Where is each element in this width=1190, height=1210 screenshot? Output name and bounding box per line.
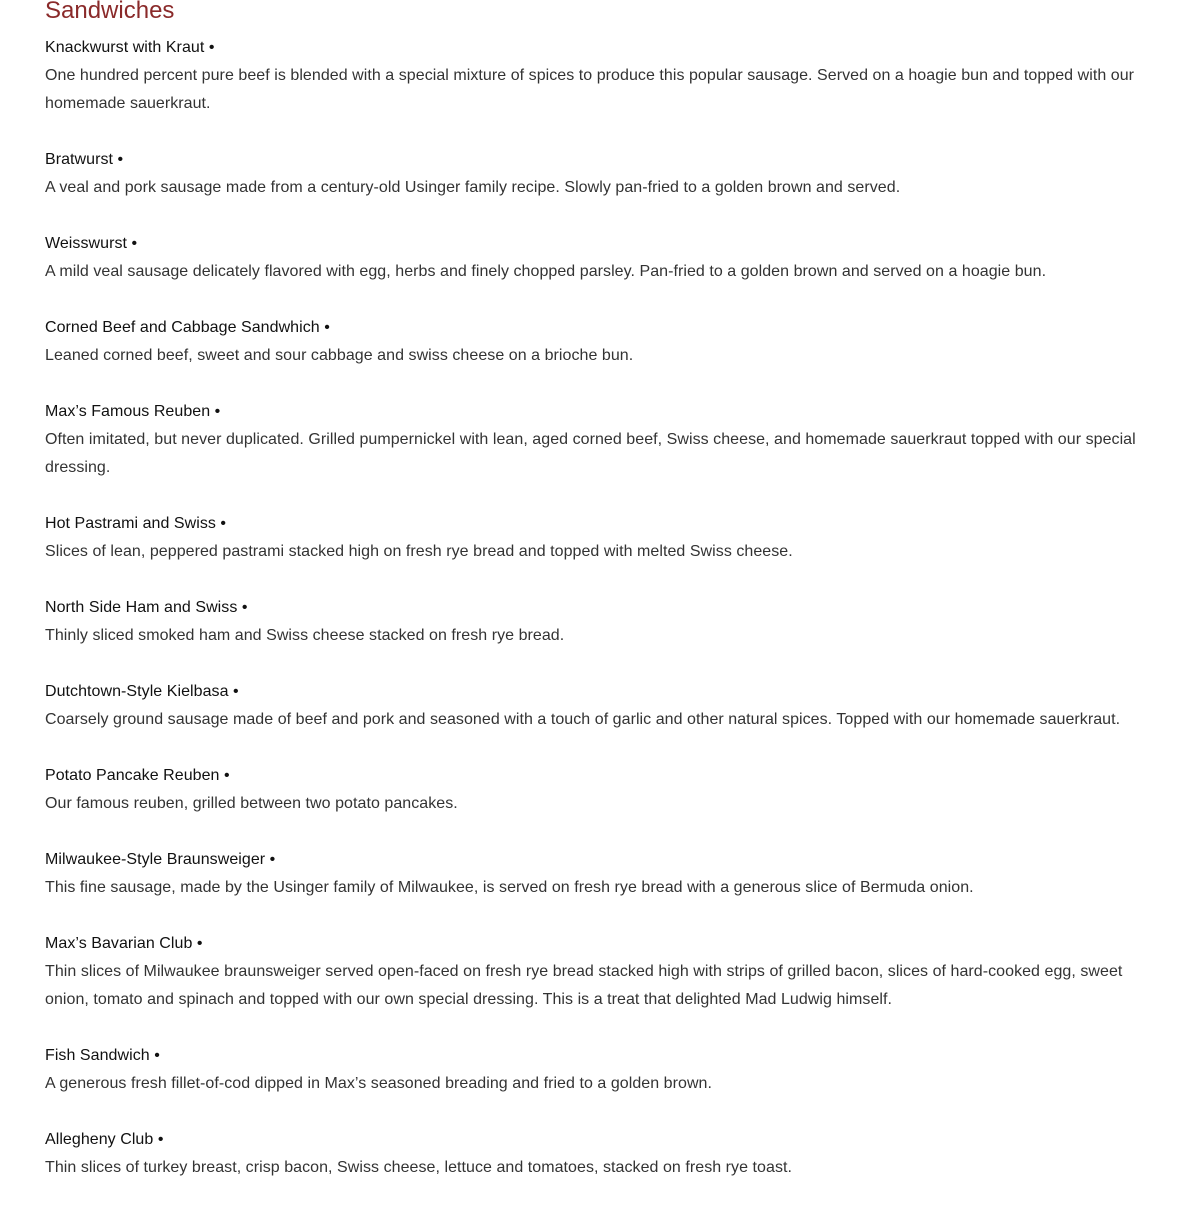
item-description: Our famous reuben, grilled between two potato pancakes.: [45, 795, 458, 812]
item-name: Knackwurst with Kraut •: [45, 39, 215, 56]
item-description: Often imitated, but never duplicated. Grilled pumpernickel with lean, aged corned beef, Swiss cheese, and homemade sauerkraut topped with our special dressing.: [45, 431, 1136, 476]
menu-page: [45, 0, 1155, 1210]
item-name: Fish Sandwich •: [45, 1047, 160, 1064]
item-description: Leaned corned beef, sweet and sour cabbage and swiss cheese on a brioche bun.: [45, 347, 634, 364]
item-name: Bratwurst •: [45, 151, 124, 168]
item-description: A mild veal sausage delicately flavored with egg, herbs and finely chopped parsley. Pan-fried to a golden brown and served on a hoagie bun.: [45, 263, 1047, 280]
section-title: Sandwiches: [45, 0, 175, 24]
item-description: Thinly sliced smoked ham and Swiss cheese stacked on fresh rye bread.: [45, 627, 565, 644]
menu-item-bavarian-club: [45, 930, 1155, 1014]
menu-item-knackwurst: [45, 34, 1155, 118]
menu-item-reuben: [45, 398, 1155, 482]
menu-item-corned-beef-cabbage: [45, 314, 1155, 370]
item-name: Weisswurst •: [45, 235, 138, 252]
item-description: Slices of lean, peppered pastrami stacked high on fresh rye bread and topped with melted Swiss cheese.: [45, 543, 793, 560]
item-description: Thin slices of turkey breast, crisp bacon, Swiss cheese, lettuce and tomatoes, stacked on fresh rye toast.: [45, 1159, 792, 1176]
item-description: A generous fresh fillet-of-cod dipped in Max’s seasoned breading and fried to a golden brown.: [45, 1075, 713, 1092]
item-name: Corned Beef and Cabbage Sandwhich •: [45, 319, 330, 336]
menu-item-fish-sandwich: [45, 1042, 1155, 1098]
item-name: Max’s Famous Reuben •: [45, 403, 221, 420]
menu-item-potato-pancake-reuben: [45, 762, 1155, 818]
menu-list: [45, 34, 1155, 1182]
item-description: A veal and pork sausage made from a century-old Usinger family recipe. Slowly pan-fried to a golden brown and served.: [45, 179, 901, 196]
item-name: Dutchtown-Style Kielbasa •: [45, 683, 239, 700]
item-name: Allegheny Club •: [45, 1131, 164, 1148]
item-name: Max’s Bavarian Club •: [45, 935, 203, 952]
item-description: Coarsely ground sausage made of beef and pork and seasoned with a touch of garlic and other natural spices. Topped with our homemade sauerkraut.: [45, 711, 1121, 728]
menu-item-braunsweiger: [45, 846, 1155, 902]
menu-item-ham-swiss: [45, 594, 1155, 650]
item-description: One hundred percent pure beef is blended with a special mixture of spices to produce this popular sausage. Served on a hoagie bun and topped with our homemade sauerkraut.: [45, 67, 1135, 112]
menu-item-allegheny-club: [45, 1126, 1155, 1182]
menu-item-weisswurst: [45, 230, 1155, 286]
item-name: North Side Ham and Swiss •: [45, 599, 248, 616]
item-name: Hot Pastrami and Swiss •: [45, 515, 227, 532]
item-description: This fine sausage, made by the Usinger family of Milwaukee, is served on fresh rye bread with a generous slice of Bermuda onion.: [45, 879, 974, 896]
item-description: Thin slices of Milwaukee braunsweiger served open-faced on fresh rye bread stacked high with strips of grilled bacon, slices of hard-cooked egg, sweet onion, tomato and spinach and topped with our own special dressing. This is a treat that delighted Mad Ludwig himself.: [45, 963, 1123, 1008]
item-name: Potato Pancake Reuben •: [45, 767, 230, 784]
menu-item-bratwurst: [45, 146, 1155, 202]
item-name: Milwaukee-Style Braunsweiger •: [45, 851, 276, 868]
menu-item-hot-pastrami: [45, 510, 1155, 566]
menu-item-kielbasa: [45, 678, 1155, 734]
